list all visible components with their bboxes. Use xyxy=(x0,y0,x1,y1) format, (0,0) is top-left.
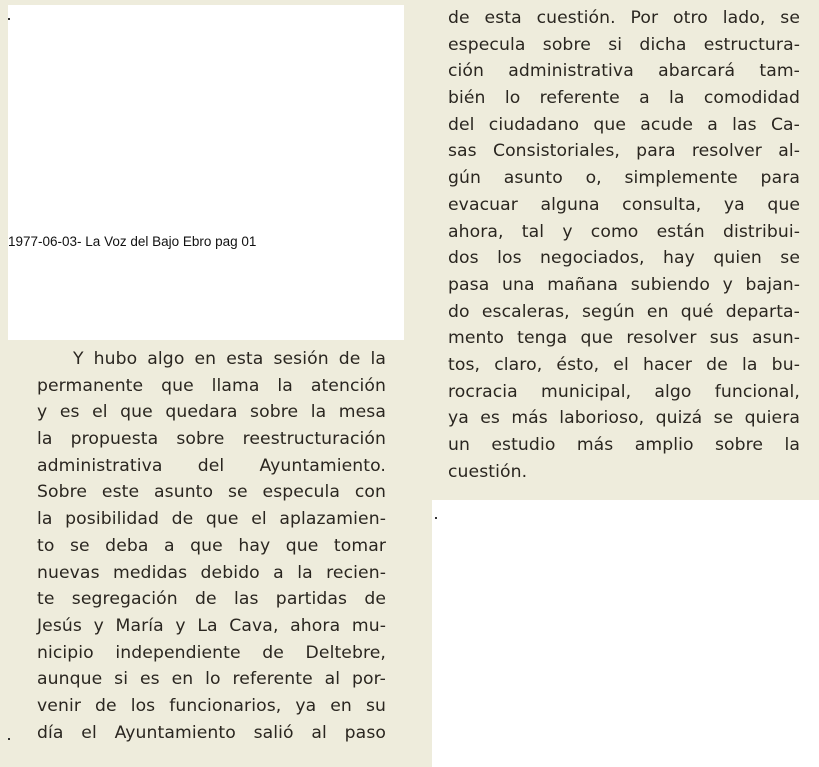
text-line: Jesús y María y La Cava, ahora mu- xyxy=(37,615,386,636)
text-line: ya es más laborioso, quizá se quiera xyxy=(448,408,800,429)
text-line: y es el que quedara sobre la mesa xyxy=(37,402,386,423)
text-line: rocracia municipal, algo funcional, xyxy=(448,381,800,402)
right-column-text xyxy=(448,5,800,485)
left-column-text xyxy=(37,346,386,746)
text-line: nuevas medidas debido a la recien- xyxy=(37,562,386,583)
text-line: Y hubo algo en esta sesión de la xyxy=(73,349,386,369)
text-line: ción administrativa abarcará tam- xyxy=(448,61,800,82)
text-line: tos, claro, ésto, el hacer de la bu- xyxy=(448,354,800,375)
text-line: to se deba a que hay que tomar xyxy=(37,535,386,556)
speck xyxy=(8,18,10,20)
text-line: dos los negociados, hay quien se xyxy=(448,248,800,269)
text-line: evacuar alguna consulta, ya que xyxy=(448,194,800,215)
text-line: gún asunto o, simplemente para xyxy=(448,168,800,189)
image-caption: 1977-06-03- La Voz del Bajo Ebro pag 01 xyxy=(8,234,257,249)
blank-area xyxy=(8,5,404,340)
text-line: Sobre este asunto se especula con xyxy=(37,482,386,503)
text-line: ahora, tal y como están distribui- xyxy=(448,221,800,242)
speck xyxy=(8,738,10,740)
text-line: un estudio más amplio sobre la xyxy=(448,435,800,455)
text-line: venir de los funcionarios, ya en su xyxy=(37,695,386,716)
text-line: la posibilidad de que el aplazamien- xyxy=(37,509,386,530)
text-line: administrativa del Ayuntamiento. xyxy=(37,455,386,476)
speck xyxy=(435,517,437,519)
text-line: día el Ayuntamiento salió al paso xyxy=(37,722,386,743)
text-line: especula sobre si dicha estructura- xyxy=(448,34,800,55)
text-line: la propuesta sobre reestructuración xyxy=(37,429,386,450)
text-line: nicipio independiente de Deltebre, xyxy=(37,642,386,663)
text-line: mento tenga que resolver sus asun- xyxy=(448,328,800,349)
text-line: del ciudadano que acude a las Ca- xyxy=(448,114,800,135)
text-line: de esta cuestión. Por otro lado, se xyxy=(448,8,800,28)
text-line: pasa una mañana subiendo y bajan- xyxy=(448,274,800,295)
text-line: permanente que llama la atención xyxy=(37,375,386,396)
text-line: aunque si es en lo referente al por- xyxy=(37,669,386,690)
text-line: te segregación de las partidas de xyxy=(37,589,386,610)
text-line: bién lo referente a la comodidad xyxy=(448,88,800,109)
text-line: do escaleras, según en qué departa- xyxy=(448,301,800,322)
text-line: cuestión. xyxy=(448,461,528,482)
text-line: sas Consistoriales, para resolver al- xyxy=(448,141,800,162)
